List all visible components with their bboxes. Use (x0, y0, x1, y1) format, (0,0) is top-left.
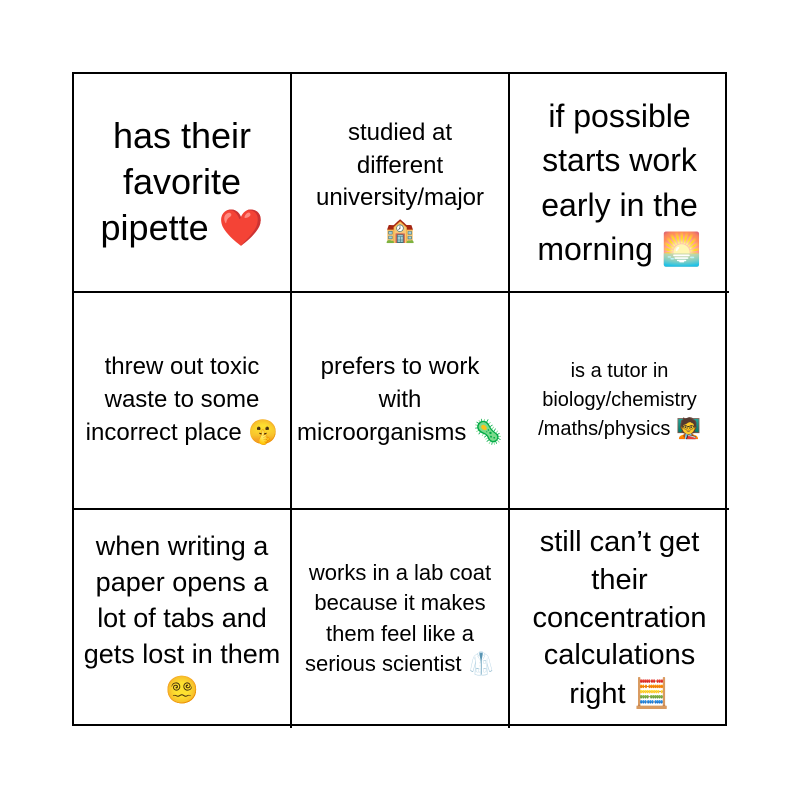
bingo-cell-text (84, 113, 280, 252)
red-heart-icon: ❤️ (218, 208, 264, 250)
cell-label: is a tutor in biology/chemistry /maths/physics (538, 360, 697, 441)
shushing-face-icon: 🤫 (248, 418, 279, 447)
microbe-icon: 🦠 (473, 418, 503, 447)
cell-label: prefers to work with microorganisms (297, 353, 480, 447)
bingo-cell[interactable] (292, 510, 510, 728)
bingo-cell[interactable] (74, 293, 292, 510)
cell-label: has their favorite pipette (100, 114, 252, 249)
abacus-icon: 🧮 (633, 676, 670, 711)
dizzy-face-icon: 😵‍💫 (165, 674, 199, 706)
cell-label: studied at different university/major (315, 119, 485, 211)
bingo-cell[interactable] (510, 74, 729, 293)
bingo-cell-text (302, 117, 498, 248)
school-icon: 🏫 (385, 216, 415, 245)
bingo-cell-text (84, 351, 280, 450)
cell-label: when writing a paper opens a lot of tabs and gets lost in them (83, 531, 281, 669)
cell-label: works in a lab coat because it makes them feel like a serious scientist (304, 559, 492, 676)
bingo-cell[interactable] (292, 74, 510, 293)
bingo-cell-text (520, 94, 719, 271)
bingo-cell[interactable] (292, 293, 510, 510)
bingo-board (72, 72, 727, 726)
cell-label: still can’t get their concentration calculations right (532, 526, 707, 711)
lab-coat-icon: 🥼 (467, 651, 496, 677)
bingo-cell[interactable] (510, 293, 729, 510)
bingo-cell-text (78, 529, 286, 709)
bingo-cell-text (514, 357, 725, 443)
bingo-cell[interactable] (74, 510, 292, 728)
bingo-cell-text (302, 558, 498, 680)
bingo-cell[interactable] (74, 74, 292, 293)
sunrise-icon: 🌅 (661, 229, 702, 268)
teacher-icon: 🧑‍🏫 (675, 416, 701, 441)
cell-label: if possible starts work early in the morning (537, 98, 698, 267)
cell-label: threw out toxic waste to some incorrect place (85, 353, 260, 447)
bingo-cell-text (514, 524, 725, 713)
bingo-cell[interactable] (510, 510, 729, 728)
bingo-cell-text (296, 351, 504, 450)
